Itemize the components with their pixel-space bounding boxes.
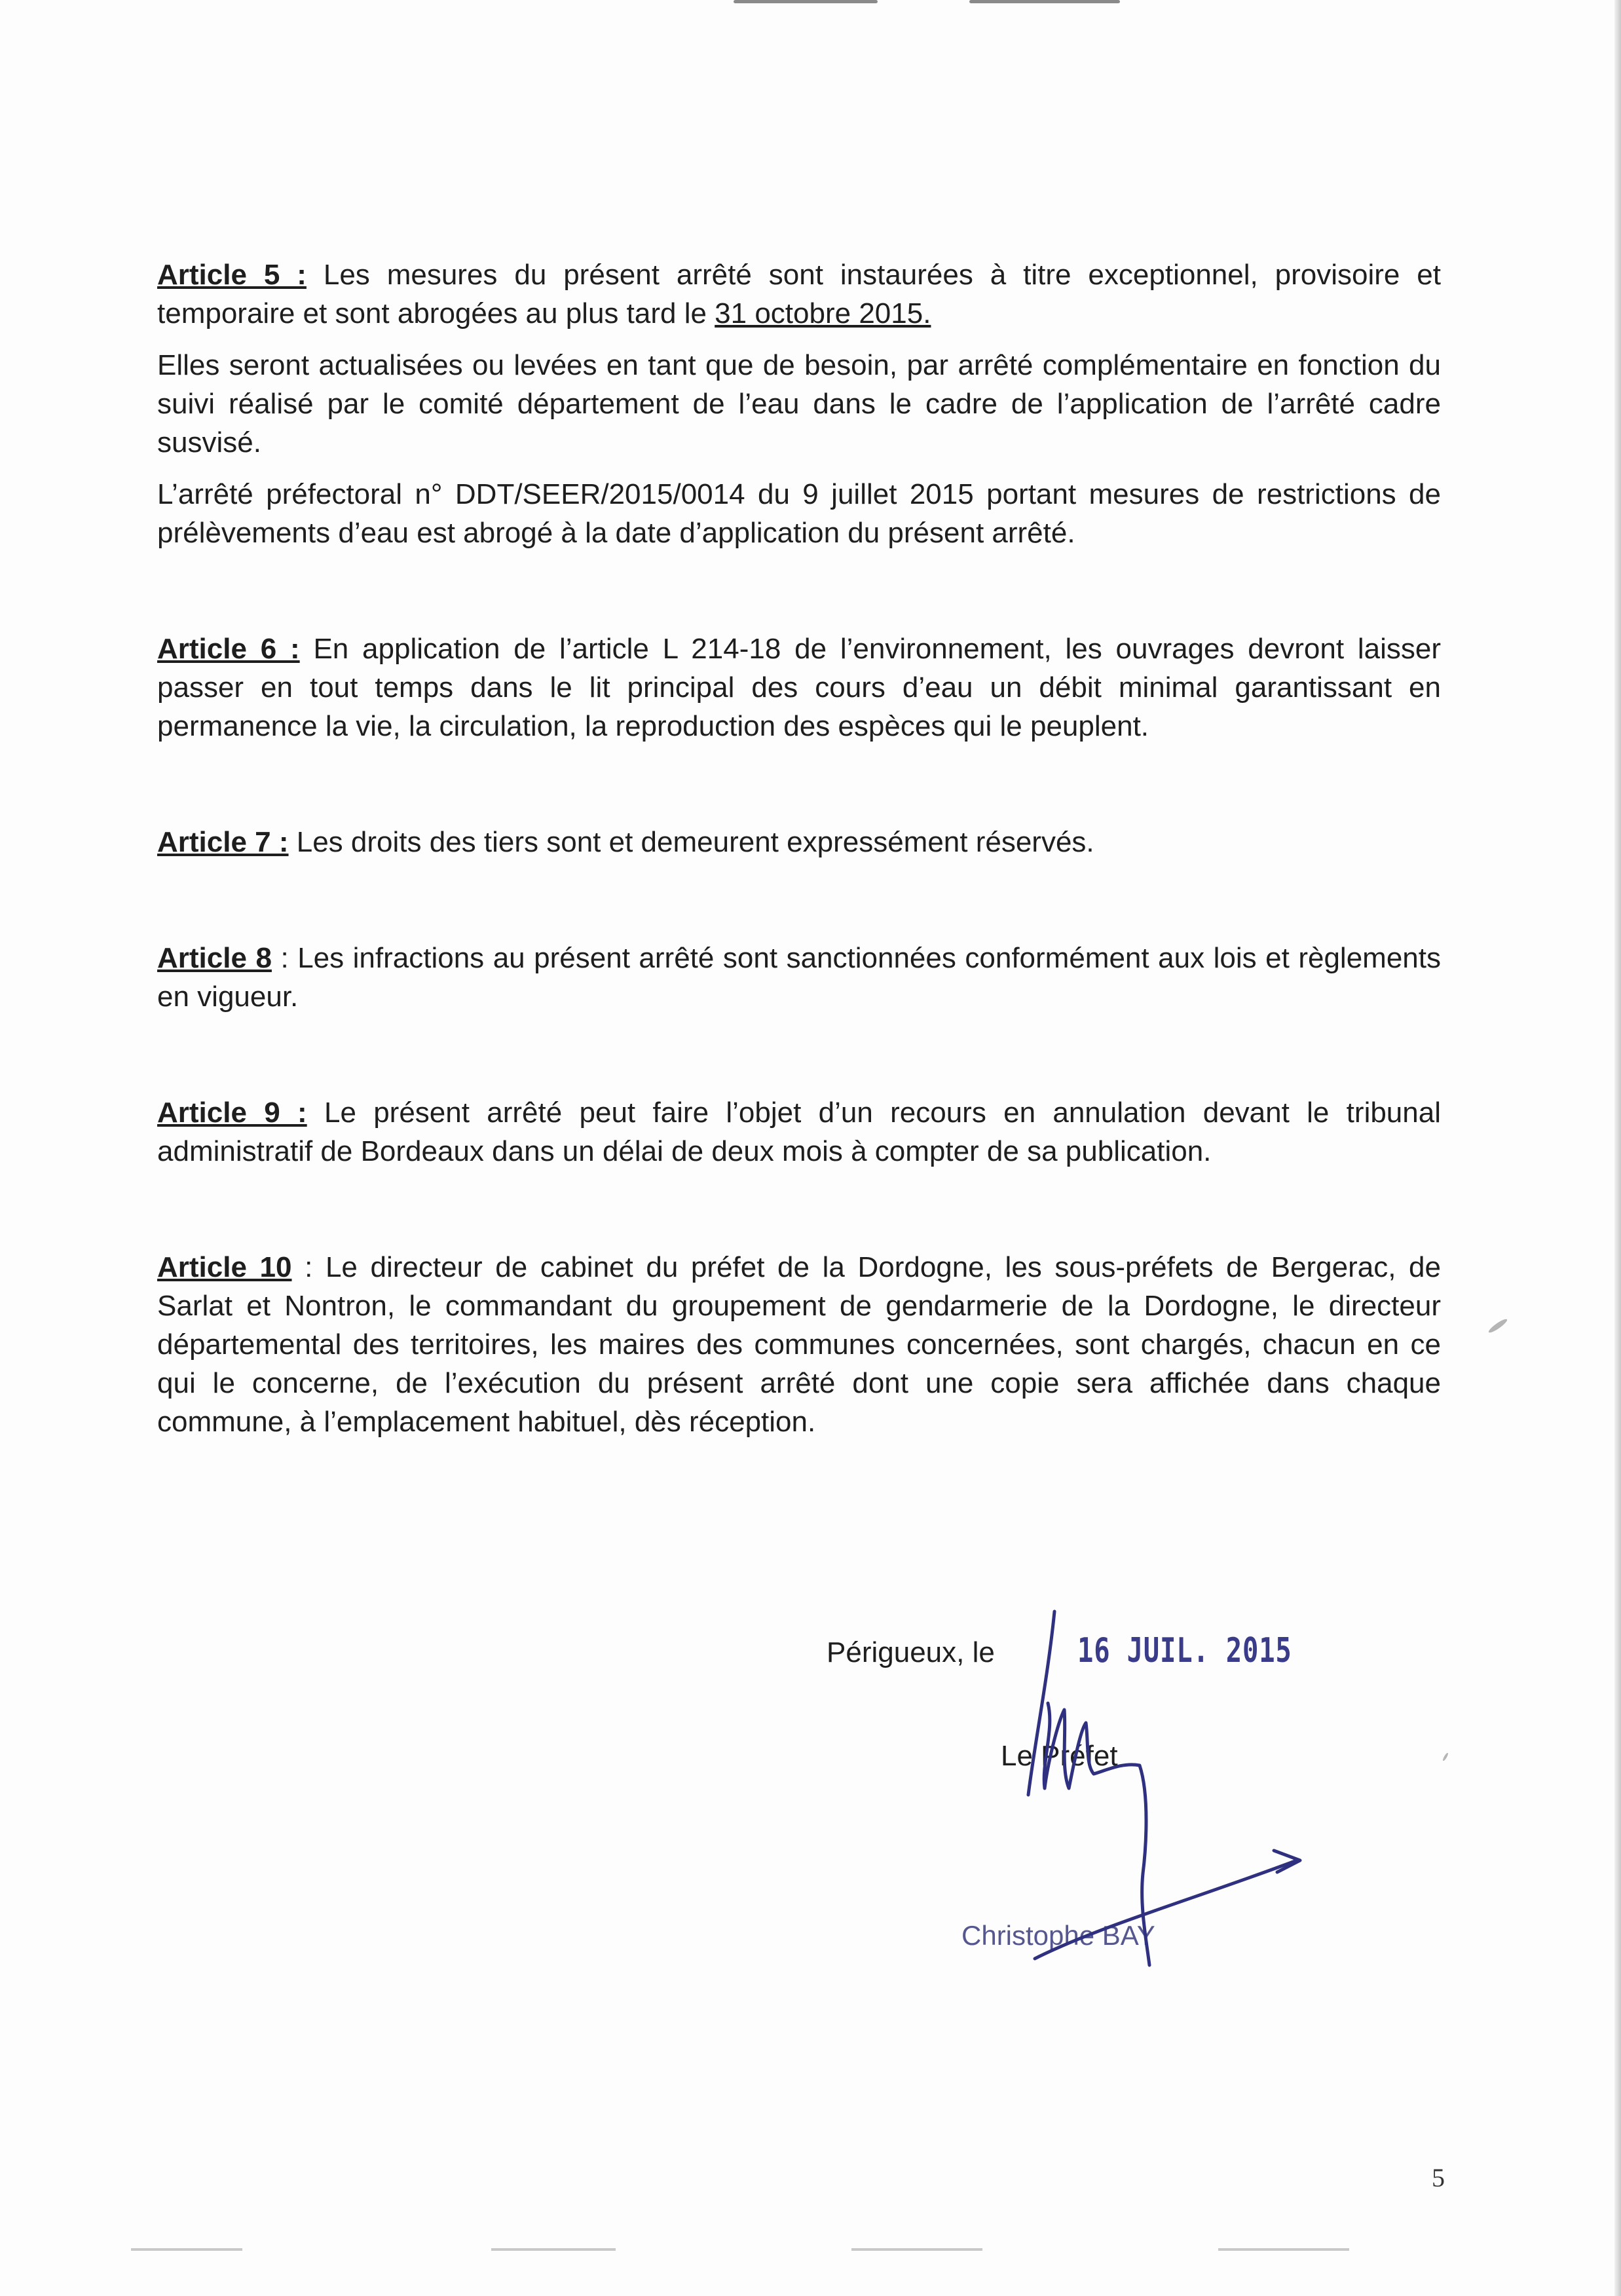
article-7-paragraph [157, 823, 1441, 861]
article-10-text: : Le directeur de cabinet du préfet de la Dordogne, les sous-préfets de Bergerac, de Sarlat et Nontron, le commandant du groupement de gendarmerie de la Dordogne, le directeur départemental des territoires, les maires des communes concernées, sont chargés, chacun en ce qui le concerne, de l’exécution du présent arrêté dont une copie sera affichée dans chaque commune, à l’emplacement habituel, dès réception. [157, 1251, 1441, 1438]
article-5-text: Les mesures du présent arrêté sont instaurées à titre exceptionnel, provisoire et temporaire et sont abrogées au plus tard le [157, 259, 1442, 329]
article-6-label: Article 6 : [157, 633, 300, 665]
scan-artifact-bottom [131, 2248, 242, 2251]
article-5-paragraph-1 [157, 255, 1441, 333]
article-6-paragraph [157, 630, 1441, 745]
article-6-text: En application de l’article L 214-18 de l’environnement, les ouvrages devront laisser passer en tout temps dans le lit principal des cours d’eau un débit minimal garantissant en permanence la vie, la circulation, la reproduction des espèces qui le peuplent. [157, 633, 1441, 742]
scan-artifact-bottom [851, 2248, 982, 2251]
signature-stroke [1028, 1611, 1054, 1795]
scan-edge-shadow [1614, 0, 1621, 2296]
scan-speck [1442, 1752, 1449, 1761]
scan-artifact-top [969, 0, 1120, 3]
article-8-paragraph [157, 939, 1441, 1016]
article-5-paragraph-3: L’arrêté préfectoral n° DDT/SEER/2015/0014 du 9 juillet 2015 portant mesures de restrictions de prélèvements d’eau est abrogé à la date d’application du présent arrêté. [157, 478, 1441, 549]
scan-artifact-top [734, 0, 878, 3]
article-8-label: Article 8 [157, 942, 272, 974]
scan-artifact-bottom [1218, 2248, 1349, 2251]
place-date-label: Périgueux, le [827, 1636, 995, 1668]
article-7-text: Les droits des tiers sont et demeurent expressément réservés. [288, 826, 1094, 858]
scan-speck [1487, 1317, 1508, 1334]
signature-stroke [1035, 1860, 1297, 1959]
article-8-text: : Les infractions au présent arrêté sont sanctionnées conformément aux lois et règlements en vigueur. [157, 942, 1441, 1013]
article-9-text: Le présent arrêté peut faire l’objet d’un recours en annulation devant le tribunal administratif de Bordeaux dans un délai de deux mois à compter de sa publication. [157, 1097, 1441, 1167]
article-5-label: Article 5 : [157, 259, 307, 291]
article-9-paragraph [157, 1093, 1441, 1171]
document-body [157, 255, 1441, 1441]
signature-stroke [1044, 1703, 1149, 1965]
article-5-end-date: 31 octobre 2015. [715, 297, 931, 329]
signatory-title: Le Préfet [1001, 1740, 1118, 1772]
date-stamp: 16 JUIL. 2015 [1077, 1631, 1292, 1670]
page-number: 5 [1432, 2163, 1445, 2192]
signatory-name-stamp: Christophe BAY [961, 1920, 1155, 1951]
article-7-label: Article 7 : [157, 826, 289, 858]
article-10-label: Article 10 [157, 1251, 292, 1283]
article-10-paragraph [157, 1248, 1441, 1441]
scan-artifact-bottom [491, 2248, 616, 2251]
handwritten-signature [1009, 1598, 1310, 1978]
article-9-label: Article 9 : [157, 1097, 307, 1129]
article-5-paragraph-2: Elles seront actualisées ou levées en tant que de besoin, par arrêté complémentaire en fonction du suivi réalisé par le comité département de l’eau dans le cadre de l’application de l’arrêté cadre susvisé. [157, 349, 1441, 459]
